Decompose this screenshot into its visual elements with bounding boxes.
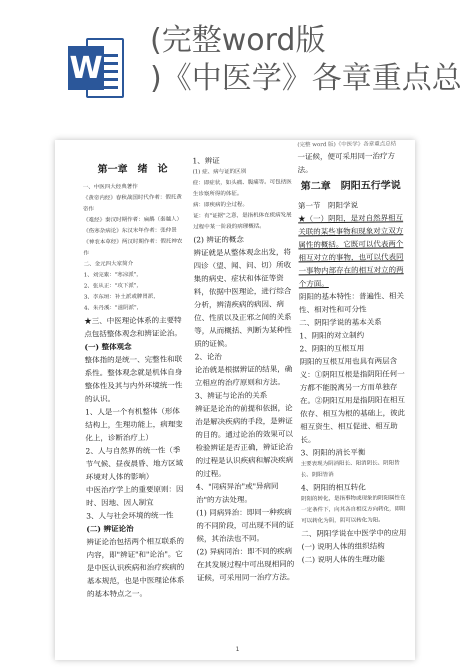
paragraph: 一、中医四大经典著作	[82, 184, 138, 191]
section-heading: 第一章 绪 论	[97, 163, 168, 176]
paragraph: 论治就是根据辨证的结果，确立相应的治疗原则和方法。	[194, 364, 293, 388]
paragraph: 1、阴阳的对立制约	[299, 330, 365, 341]
document-page-preview	[55, 140, 415, 660]
paragraph: 4、阴阳的相互转化	[300, 482, 366, 493]
paragraph: (二) 说明人体的生理功能	[301, 554, 385, 565]
paragraph: (一) 整体观念	[84, 342, 132, 352]
paragraph: (1) 同病异治：即同一种疾病的不同阶段，可出现不同的证候，其治法也不同。	[196, 507, 294, 544]
paragraph: 1、辨证	[192, 156, 220, 166]
paragraph: 阴阳的转化，是指事物或现象的阴阳属性在一定条件下，向其各自相反方向转化，即阳可以转化为阴，阴可以转化为阳。	[301, 495, 406, 525]
paragraph: 4、"同病异治"或"异病同治"的方法处理。	[195, 481, 279, 505]
paragraph: 一证候，便可采用同一治疗方法。	[297, 151, 395, 175]
paragraph: 1、刘完素："寒凉派"，	[83, 271, 142, 279]
paragraph: ★（一）阴阳，是对自然界相互关联的某些事物和现象对立双方属性的概括。它既可以代表两个相互对立的事物，也可以代表同一事物内部存在的相互对立的两个方面。	[298, 213, 404, 289]
paragraph: ★三、中医理论体系的主要特点包括整体观念和辨证论治。	[84, 315, 182, 339]
paragraph: 3、人与社会环境的统一性	[86, 510, 174, 521]
paragraph: (完整 word 版)《中医学》各章重点总结	[297, 141, 397, 149]
paragraph: 证：有"证据"之意，是指机体在疾病发展过程中某一阶段的病理概括。	[193, 212, 292, 231]
paragraph: 第一节 阴阳学说	[297, 200, 359, 211]
paragraph: (1) 症、病与证的区别	[192, 168, 247, 176]
paragraph: 病：即疾病的全过程。	[192, 201, 249, 209]
title-banner	[0, 0, 474, 120]
paragraph: (一) 说明人体的组织结构	[301, 541, 385, 552]
paragraph: 3、李东垣：补土派或脾胃派，	[83, 293, 159, 301]
paragraph: (2) 辨证的概念	[193, 234, 244, 245]
paragraph: 阴阳的互根互用也具有两层含义：①阴阳互根是指阴阳任何一方都不能脱离另一方而单独存在。②阴阳互用是指阴阳在相互依存、相互为根的基础上，彼此相互资生、相互促进、相互助长。	[299, 356, 406, 445]
text-column-left	[82, 159, 187, 601]
paragraph: 辨证就是从整体观念出发，将四诊（望、闻、问、切）所收集的病史、症状和体征等资料，依据中医理论，进行综合分析，辨清疾病的病因、病位、性质以及正邪之间的关系等，从而概括、判断为某种性质的证候。	[193, 247, 292, 349]
paragraph: 中医治疗学上的重要原则：因时、因地、因人制宜	[85, 484, 184, 508]
paragraph: 《黄帝内经》春秋战国时代作者：假托黄帝作	[82, 194, 182, 213]
paragraph: 二、阴阳学说在中医学中的应用	[301, 528, 407, 539]
paragraph: 辨证论治包括两个相互联系的内容，即"辨证"和"论治"。它是中医认识疾病和治疗疾病的基本规范，也是中医理论体系的基本特点之一。	[86, 536, 185, 599]
banner-title	[150, 22, 462, 98]
text-column-right	[297, 140, 407, 566]
paragraph: 《伤寒杂病论》东汉末年作者：张仲景	[83, 227, 177, 235]
banner-title-line2: )《中医学》各章重点总	[150, 61, 462, 96]
paragraph: 《难经》秦汉时期作者：扁鹊（秦越人）	[83, 216, 183, 224]
paragraph: (2) 异病同治：即不同的疾病在其发展过程中可出现相同的证候，可采用同一治疗方法。	[196, 546, 295, 583]
paragraph: 主要表现为阴消阳长、阳消阴长、阴阳皆长、阴阳皆消	[300, 460, 400, 479]
paragraph: 2、阴阳的互根互用	[299, 343, 365, 354]
section-heading: 第二章 阴阳五行学说	[300, 180, 401, 193]
paragraph: 2、论治	[194, 352, 222, 362]
paragraph: 3、阴阳的消长平衡	[300, 447, 366, 458]
paragraph: 4、朱丹溪："滋阴派"，	[84, 304, 143, 312]
paragraph: 二、金元四大家简介	[83, 261, 134, 268]
banner-title-line1: (完整word版	[150, 23, 326, 58]
paragraph: 《神农本草经》两汉时期作者：假托神农作	[83, 238, 183, 257]
paragraph: 2、张从正："攻下派"，	[83, 282, 142, 290]
paragraph: (二) 辨证论治	[86, 524, 134, 534]
word-document-icon: W	[68, 38, 124, 98]
paragraph: 症：即症状，如头痛、腹痛等。可包括医生诊察所得的体征。	[192, 179, 292, 198]
paragraph: 阴阳的基本特性：普遍性、相关性、相对性和可分性	[298, 291, 404, 315]
paragraph: 2、人与自然界的统一性（季节气候、昼夜晨昏、地方区域环境对人体的影响）	[85, 445, 184, 482]
page-number: 1	[235, 645, 240, 654]
paragraph: 3、辨证与论治的关系	[194, 390, 268, 401]
paragraph: 整体指的是统一、完整性和联系性。整体观念就是机体自身整体性及其与内外环境统一性的认识。	[84, 354, 183, 404]
text-column-middle	[192, 153, 296, 584]
paragraph: 1、人是一个有机整体（形体结构上，生理功能上，病理变化上，诊断治疗上）	[85, 406, 183, 443]
paragraph: 二、阴阳学说的基本关系	[299, 317, 382, 328]
paragraph: 辨证是论治的前提和依据，论治是解决疾病的手段，是辨证的目的。通过论治的效果可以检验辨证是否正确，辨证论治的过程是认识疾病和解决疾病的过程。	[195, 403, 294, 479]
